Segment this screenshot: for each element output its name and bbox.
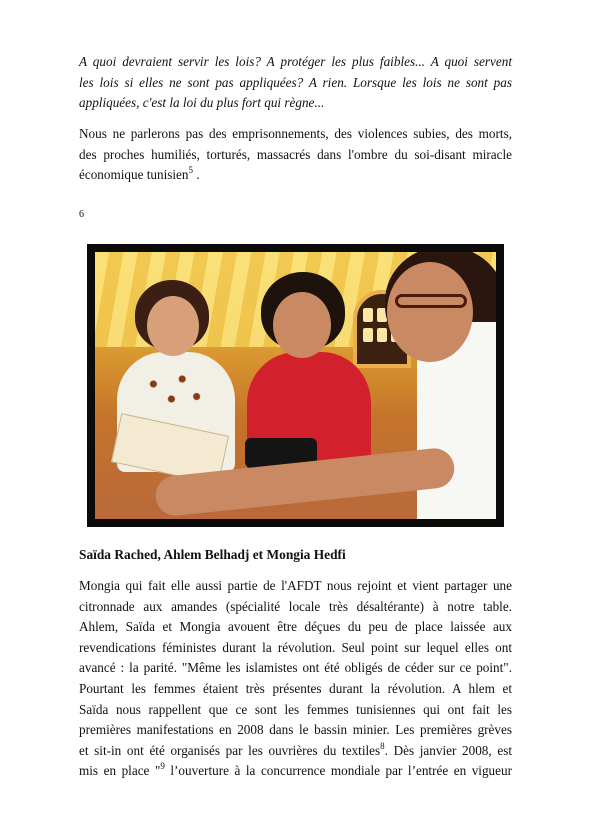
- paragraph-line: [79, 165, 512, 186]
- paragraph-text: économique tunisien: [79, 167, 189, 182]
- paragraph-line: [79, 741, 512, 762]
- paragraph-line: citronnade aux amandes (spécialité locale très désaltérante) à notre table.: [79, 598, 512, 614]
- window-pane: [363, 308, 373, 322]
- paragraph-text: .: [193, 167, 200, 182]
- footnote-marker: 6: [79, 209, 84, 220]
- quote-line: appliquées, c'est la loi du plus fort qui règne...: [79, 95, 325, 110]
- paragraph-line: Saïda nous rappellent que ce sont les femmes tunisiennes qui ont fait les: [79, 701, 512, 717]
- paragraph-line: avancé : la parité. "Même les islamistes ont été obligés de céder sur ce point".: [79, 660, 512, 676]
- paragraph-line: Ahlem, Saïda et Mongia avouent être déçues du peu de place laissée aux: [79, 619, 512, 635]
- paragraph-text: et sit-in ont été organisés par les ouvrières du textiles: [79, 742, 381, 758]
- footnote-ref[interactable]: 5: [188, 165, 194, 175]
- paragraph-2: [79, 576, 512, 782]
- face: [387, 262, 473, 362]
- footnote-ref[interactable]: 8: [380, 740, 385, 751]
- paragraph-line: des proches humiliés, torturés, massacrés dans l'ombre du soi-disant miracle: [79, 146, 512, 162]
- paragraph-text: . Dès janvier 2008, est: [384, 742, 512, 758]
- window-pane: [363, 328, 373, 342]
- quote-line: A quoi devraient servir les lois? A protéger les plus faibles... A quoi servent: [79, 54, 512, 69]
- face: [273, 292, 331, 358]
- cafe-photo: [95, 252, 496, 519]
- paragraph-line: Pourtant les femmes étaient très présentes durant la révolution. A hlem et: [79, 680, 512, 696]
- paragraph-1: [79, 124, 512, 186]
- photo-caption: Saïda Rached, Ahlem Belhadj et Mongia Hedfi: [79, 547, 346, 562]
- glasses: [395, 294, 467, 308]
- paragraph-line: revendications féministes durant la révolution. Seul point sur lequel elles ont: [79, 639, 512, 655]
- paragraph-line: Nous ne parlerons pas des emprisonnements, des violences subies, des morts,: [79, 126, 512, 141]
- paragraph-line: premières manifestations en 2008 dans le bassin minier. Les premières grèves: [79, 722, 512, 738]
- quote-line: les lois si elles ne sont pas appliquées? A rien. Lorsque les lois ne sont pas: [79, 74, 512, 90]
- top-pattern: [139, 364, 211, 414]
- photo-frame: [87, 244, 504, 527]
- paragraph-text: mis en place ": [79, 763, 161, 779]
- face: [147, 296, 199, 356]
- paragraph-line: Mongia qui fait elle aussi partie de l'AFDT nous rejoint et vient partager une: [79, 578, 512, 593]
- paragraph-line: [79, 761, 512, 782]
- paragraph-text: l’ouverture à la concurrence mondiale par l’entrée en vigueur: [164, 763, 512, 779]
- window-pane: [377, 328, 387, 342]
- footnote-ref[interactable]: 9: [160, 761, 165, 772]
- italic-quote: [79, 52, 512, 114]
